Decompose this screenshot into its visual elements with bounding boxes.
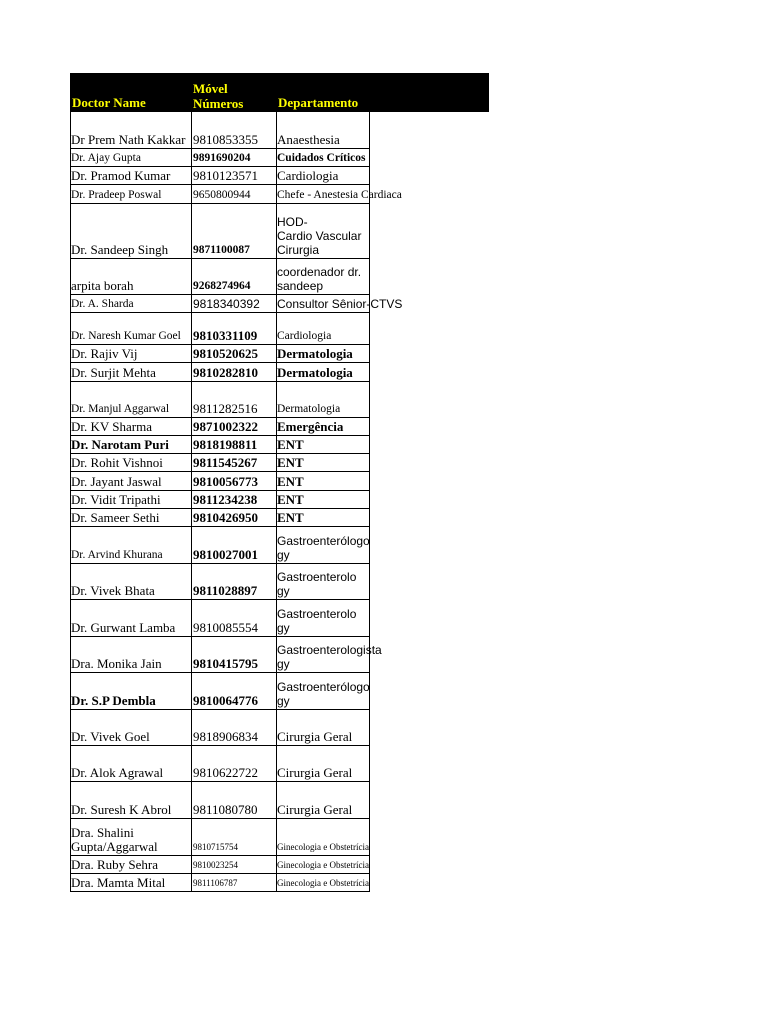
department: ENT <box>277 455 304 470</box>
doctor-name: Dr. Manjul Aggarwal <box>71 403 170 415</box>
department: Anaesthesia <box>277 132 340 147</box>
doctor-name: Dr. Gurwant Lamba <box>71 620 176 635</box>
table-row <box>70 819 370 856</box>
doctor-name: Dr. Naresh Kumar Goel <box>71 330 181 342</box>
mobile-number: 9811080780 <box>193 802 258 817</box>
department: Dermatologia <box>277 346 353 361</box>
table-row <box>70 295 403 313</box>
mobile-number: 9811106787 <box>193 878 238 888</box>
department: ENT <box>277 510 304 525</box>
doctor-name: Dr. Vivek Bhata <box>71 583 155 598</box>
department: Cardiologia <box>277 168 339 183</box>
department: ENT <box>277 492 304 507</box>
table-row <box>70 782 370 819</box>
department: Gastroenterolo gy <box>277 570 357 598</box>
table-row <box>70 527 370 564</box>
doctor-name: Dr. Rohit Vishnoi <box>71 455 163 470</box>
doctor-name: Dra. Monika Jain <box>71 656 162 671</box>
department: Gastroenterologista gy <box>277 643 382 671</box>
department: HOD- Cardio Vascular Cirurgia <box>277 215 362 257</box>
mobile-number: 9268274964 <box>193 280 251 292</box>
table-row <box>70 436 370 454</box>
department: Ginecologia e Obstetrícia <box>277 842 369 852</box>
table-row <box>70 491 370 509</box>
table-row <box>70 204 370 259</box>
department: Cirurgia Geral <box>277 765 353 780</box>
mobile-number: 9810853355 <box>193 132 258 147</box>
doctor-name: Dr. Arvind Khurana <box>71 549 163 561</box>
department: ENT <box>277 437 304 452</box>
table-row <box>70 345 370 363</box>
mobile-number: 9810426950 <box>193 510 258 525</box>
mobile-number: 9810123571 <box>193 168 258 183</box>
department: Gastroenterólogo gy <box>277 680 370 708</box>
doctor-name: Dr. Alok Agrawal <box>71 765 164 780</box>
department: Consultor Sênior-CTVS <box>277 297 403 311</box>
doctor-name: Dr. Suresh K Abrol <box>71 802 172 817</box>
department: Dermatologia <box>277 365 353 380</box>
table-row <box>70 382 370 418</box>
table-row <box>70 874 370 892</box>
table-row <box>70 637 382 673</box>
mobile-number: 9871002322 <box>193 419 258 434</box>
doctor-name: arpita borah <box>71 278 134 293</box>
mobile-number: 9810520625 <box>193 346 258 361</box>
department: ENT <box>277 474 304 489</box>
table-row <box>70 363 370 382</box>
mobile-number: 9810027001 <box>193 547 258 562</box>
doctor-name: Dra. Shalini Gupta/Aggarwal <box>71 825 158 854</box>
department: Cirurgia Geral <box>277 802 353 817</box>
table-row <box>70 418 370 436</box>
table-row <box>70 564 370 600</box>
mobile-number: 9810064776 <box>193 693 258 708</box>
department: Cirurgia Geral <box>277 729 353 744</box>
department: Gastroenterólogo gy <box>277 534 370 562</box>
department: Gastroenterolo gy <box>277 607 357 635</box>
doctor-name: Dr. Pramod Kumar <box>71 168 171 183</box>
table-row <box>70 710 370 746</box>
department: Dermatologia <box>277 403 341 415</box>
mobile-number: 9891690204 <box>193 152 251 164</box>
table-row <box>70 600 370 637</box>
doctor-name: Dr Prem Nath Kakkar <box>71 132 186 147</box>
mobile-number: 9871100087 <box>193 244 250 256</box>
mobile-number: 9811282516 <box>193 401 258 416</box>
mobile-number: 9810056773 <box>193 474 258 489</box>
mobile-number: 9810023254 <box>193 860 238 870</box>
doctor-name: Dr. S.P Dembla <box>71 693 156 708</box>
doctor-name: Dr. Jayant Jaswal <box>71 474 162 489</box>
doctor-name: Dr. KV Sharma <box>71 419 153 434</box>
department: Ginecologia e Obstetrícia <box>277 860 369 870</box>
table-row <box>70 509 370 527</box>
department: Cuidados Críticos <box>277 152 366 164</box>
table-row <box>70 472 370 491</box>
table-row <box>70 149 370 167</box>
mobile-number: 9810622722 <box>193 765 258 780</box>
table-row <box>70 167 370 185</box>
department: Chefe - Anestesia Cardiaca <box>277 189 402 201</box>
doctor-name: Dr. Sandeep Singh <box>71 242 169 257</box>
mobile-number: 9810331109 <box>193 328 258 343</box>
mobile-number: 9810085554 <box>193 620 258 635</box>
doctor-name: Dr. Ajay Gupta <box>71 152 141 164</box>
mobile-number: 9818198811 <box>193 437 258 452</box>
mobile-number: 9811028897 <box>193 583 258 598</box>
mobile-number: 9810715754 <box>193 842 238 852</box>
header-doctor-name: Doctor Name <box>72 95 146 110</box>
doctor-name: Dr. Pradeep Poswal <box>71 189 162 201</box>
table-row <box>70 112 370 149</box>
table-header <box>70 73 489 112</box>
mobile-number: 9810282810 <box>193 365 258 380</box>
doctor-name: Dr. Surjit Mehta <box>71 365 156 380</box>
mobile-number: 9818906834 <box>193 729 258 744</box>
table-row <box>70 454 370 472</box>
mobile-number: 9811234238 <box>193 492 258 507</box>
mobile-number: 9650800944 <box>193 189 251 201</box>
doctor-name: Dr. Rajiv Vij <box>71 346 138 361</box>
department: coordenador dr. sandeep <box>277 265 362 293</box>
table-row <box>70 313 370 345</box>
doctor-name: Dra. Mamta Mital <box>71 875 166 890</box>
doctor-name: Dr. Narotam Puri <box>71 437 169 452</box>
doctor-name: Dr. A. Sharda <box>71 298 134 310</box>
table-row <box>70 673 370 710</box>
doctor-name: Dr. Sameer Sethi <box>71 510 160 525</box>
header-mobile-numbers: Móvel Números <box>193 81 244 111</box>
mobile-number: 9811545267 <box>193 455 258 470</box>
department: Ginecologia e Obstetrícia <box>277 878 369 888</box>
table-row <box>70 856 370 874</box>
table-row <box>70 746 370 782</box>
table-row <box>70 259 370 295</box>
table-row <box>70 185 402 204</box>
mobile-number: 9818340392 <box>193 297 260 311</box>
doctor-name: Dr. Vivek Goel <box>71 729 150 744</box>
doctor-name: Dra. Ruby Sehra <box>71 857 159 872</box>
department: Cardiologia <box>277 330 332 342</box>
header-department: Departamento <box>278 95 359 110</box>
mobile-number: 9810415795 <box>193 656 258 671</box>
doctor-name: Dr. Vidit Tripathi <box>71 492 161 507</box>
department: Emergência <box>277 419 344 434</box>
